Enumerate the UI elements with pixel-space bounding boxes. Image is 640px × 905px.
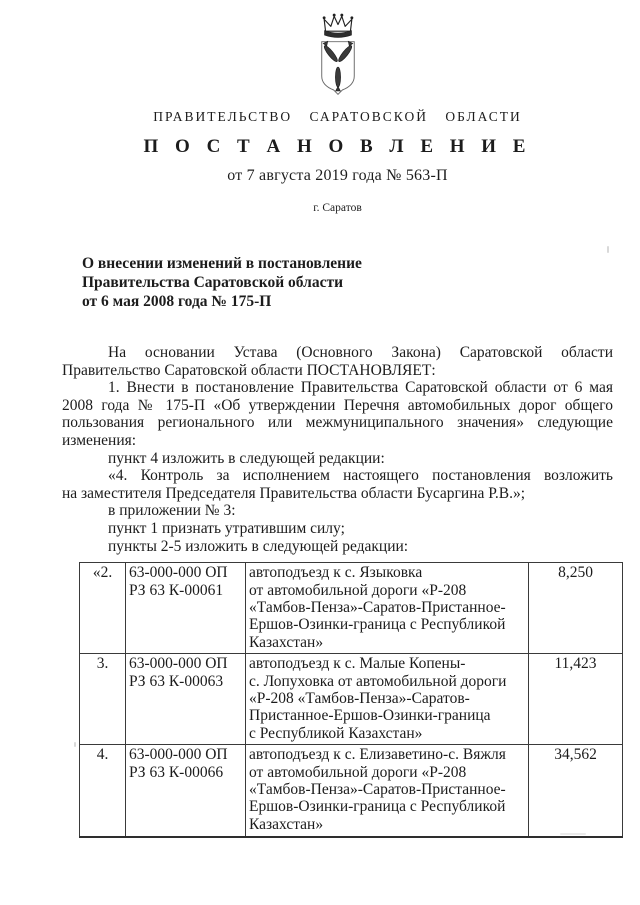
road-description-line: Ершов-Озинки-граница с Республикой [249, 798, 506, 816]
road-description-line: от автомобильной дороги «Р-208 [249, 763, 467, 781]
title-line: от 6 мая 2008 года № 175-П [82, 293, 272, 310]
road-code-cell [126, 654, 246, 745]
body-line: 2008 года № 175-П «Об утверждении Перечня автомобильных дорог общего [62, 396, 613, 414]
row-number-cell: «2. [80, 563, 126, 654]
road-description-cell [246, 654, 529, 745]
road-code-line: 63-000-000 ОП [129, 746, 228, 764]
road-code-line: 63-000-000 ОП [129, 564, 228, 582]
road-description-line: автоподъезд к с. Языковка [249, 564, 423, 582]
road-description-cell [246, 563, 529, 654]
table-row [80, 745, 623, 838]
body-line: Правительство Саратовской области ПОСТАНОВЛЯЕТ: [62, 361, 436, 379]
road-description-line: Казахстан» [249, 633, 324, 651]
road-code-cell [126, 563, 246, 654]
document-date-number: от 7 августа 2019 года № 563-П [227, 167, 448, 184]
road-description-line: Казахстан» [249, 815, 324, 833]
document-body [62, 344, 613, 555]
body-line: изменения: [62, 431, 137, 449]
body-line: пункт 4 изложить в следующей редакции: [108, 449, 385, 467]
body-line: на заместителя Председателя Правительства области Бусаргина Р.В.»; [62, 484, 526, 502]
road-length-cell: 11,423 [529, 654, 623, 745]
title-line: О внесении изменений в постановление [82, 255, 362, 272]
body-line: «4. Контроль за исполнением настоящего постановления возложить [108, 467, 613, 485]
table-row [80, 654, 623, 745]
body-line: пункт 1 признать утратившим силу; [108, 519, 345, 537]
road-description-line: Пристанное-Ершов-Озинки-граница [249, 707, 491, 725]
road-description-cell [246, 745, 529, 838]
body-line: в приложении № 3: [108, 502, 236, 520]
coat-of-arms-icon [299, 13, 377, 101]
road-length-cell: 8,250 [529, 563, 623, 654]
title-line: Правительства Саратовской области [82, 274, 343, 291]
body-line: пункты 2-5 изложить в следующей редакции: [108, 537, 409, 555]
road-code-cell [126, 745, 246, 838]
road-description-line: от автомобильной дороги «Р-208 [249, 581, 467, 599]
road-length-cell: 34,562 [529, 745, 623, 838]
scan-speck [607, 246, 609, 253]
body-line: пользования регионального или межмуниципального значения» следующие [62, 414, 613, 432]
road-description-line: с. Лопуховка от автомобильной дороги [249, 672, 507, 690]
road-description-line: «Тамбов-Пенза»-Саратов-Пристанное- [249, 598, 506, 616]
road-code-line: РЗ 63 К-00061 [129, 581, 224, 599]
road-code-line: 63-000-000 ОП [129, 655, 228, 673]
organization-name: ПРАВИТЕЛЬСТВО САРАТОВСКОЙ ОБЛАСТИ [153, 109, 522, 124]
document-content [62, 0, 613, 838]
scan-speck [560, 833, 586, 835]
road-description-line: автоподъезд к с. Елизаветино-с. Вяжля [249, 746, 506, 764]
scan-speck [74, 742, 76, 747]
document-title [82, 254, 613, 311]
row-number-cell: 3. [80, 654, 126, 745]
document-city: г. Саратов [313, 202, 362, 214]
road-description-line: «Р-208 «Тамбов-Пенза»-Саратов- [249, 689, 470, 707]
road-description-line: Ершов-Озинки-граница с Республикой [249, 616, 506, 634]
table-row [80, 563, 623, 654]
road-code-line: РЗ 63 К-00066 [129, 763, 224, 781]
road-description-line: автоподъезд к с. Малые Копены- [249, 655, 466, 673]
document-type-heading: П О С Т А Н О В Л Е Н И Е [143, 136, 532, 157]
document-header [62, 0, 613, 214]
road-description-line: «Тамбов-Пенза»-Саратов-Пристанное- [249, 781, 506, 798]
roads-table [79, 562, 623, 838]
body-line: 1. Внести в постановление Правительства Саратовской области от 6 мая [108, 379, 613, 397]
body-line: На основании Устава (Основного Закона) Саратовской области [108, 344, 613, 361]
road-description-line: с Республикой Казахстан» [249, 724, 423, 742]
row-number-cell: 4. [80, 745, 126, 838]
road-code-line: РЗ 63 К-00063 [129, 672, 224, 690]
